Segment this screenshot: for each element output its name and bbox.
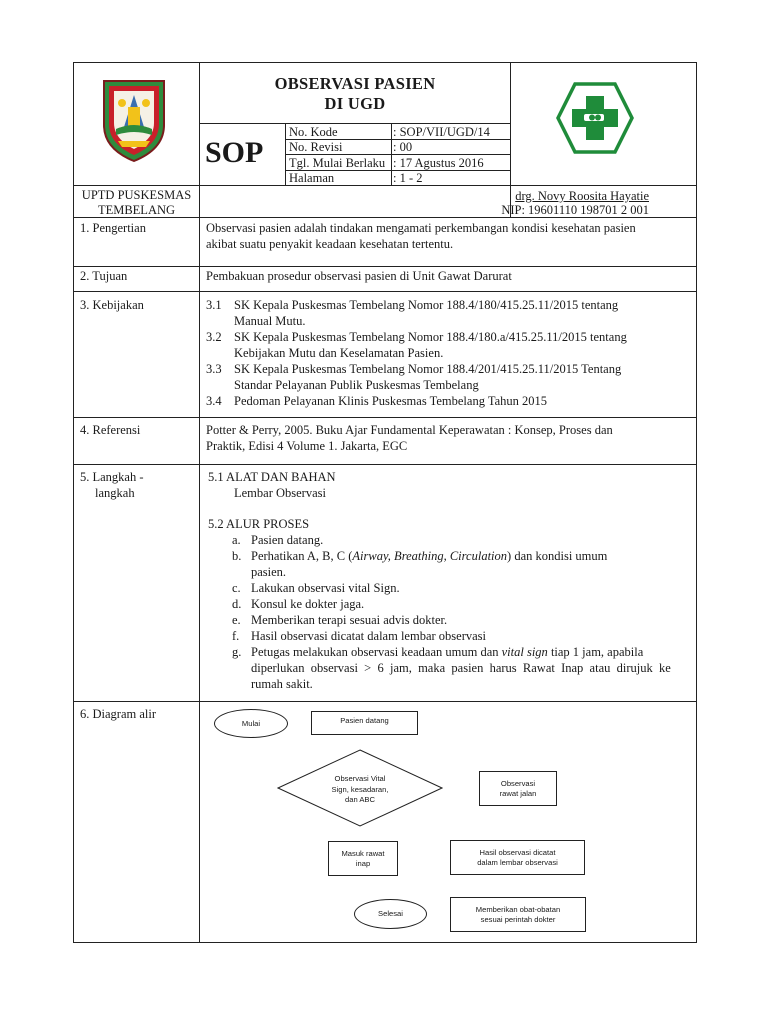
flow-decision-line: Observasi Vital bbox=[334, 774, 386, 783]
pengertian-text-line-2: akibat suatu penyakit keadaan kesehatan tertentu. bbox=[206, 237, 454, 251]
step-text bbox=[251, 548, 689, 564]
flow-end-oval bbox=[354, 899, 427, 929]
table-border-top bbox=[73, 62, 697, 63]
tujuan-text: Pembakuan prosedur observasi pasien di Unit Gawat Darurat bbox=[206, 269, 512, 283]
kebijakan-item-line-1: SK Kepala Puskesmas Tembelang Nomor 188.4/180/415.25.11/2015 tentang bbox=[234, 298, 619, 312]
section-label-kebijakan: 3. Kebijakan bbox=[80, 298, 144, 312]
step-text-part: Perhatikan A, B, C ( bbox=[251, 549, 353, 563]
section-label-diagram: 6. Diagram alir bbox=[80, 707, 157, 721]
header-divider-left bbox=[199, 62, 200, 943]
flow-memberikan-obat-line: sesuai perintah dokter bbox=[480, 914, 556, 924]
flow-decision-text bbox=[300, 774, 420, 806]
section-label-langkah-line-1: 5. Langkah - bbox=[80, 470, 144, 484]
pengertian-text-line-1: Observasi pasien adalah tindakan mengamati perkembangan kondisi kesehatan pasien bbox=[206, 221, 636, 235]
flow-memberikan-obat-box bbox=[450, 897, 586, 932]
alat-bahan-item: Lembar Observasi bbox=[234, 486, 326, 500]
kebijakan-item-line-2: Manual Mutu. bbox=[234, 314, 306, 328]
step-text: Konsul ke dokter jaga. bbox=[251, 597, 365, 611]
alur-proses-heading: 5.2 ALUR PROSES bbox=[208, 517, 310, 531]
step-letter: e. bbox=[232, 613, 241, 627]
meta-label-kode: No. Kode bbox=[289, 125, 338, 139]
meta-value-halaman: : 1 - 2 bbox=[393, 171, 423, 185]
org-name-line-1: UPTD PUSKESMAS bbox=[81, 188, 192, 202]
row-sep-tujuan bbox=[73, 291, 697, 292]
sop-label: SOP bbox=[205, 136, 264, 169]
step-text: Memberikan terapi sesuai advis dokter. bbox=[251, 613, 448, 627]
row-sep-referensi bbox=[73, 464, 697, 465]
flow-rawat-inap-line: inap bbox=[355, 858, 371, 868]
step-letter: f. bbox=[232, 629, 240, 643]
flow-memberikan-obat-line: Memberikan obat-obatan bbox=[475, 904, 561, 914]
step-letter: d. bbox=[232, 597, 242, 611]
flow-rawat-jalan-box bbox=[479, 771, 557, 806]
kebijakan-item-num: 3.1 bbox=[206, 298, 222, 312]
referensi-text-line-1: Potter & Perry, 2005. Buku Ajar Fundamental Keperawatan : Konsep, Proses dan bbox=[206, 423, 613, 437]
step-letter: a. bbox=[232, 533, 241, 547]
flow-rawat-inap-line: Masuk rawat bbox=[341, 848, 385, 858]
flow-pasien-datang-label: Pasien datang bbox=[340, 716, 389, 725]
step-text-continuation: rumah sakit. bbox=[251, 677, 313, 691]
step-text: Lakukan observasi vital Sign. bbox=[251, 581, 400, 595]
document-title-line-1: OBSERVASI PASIEN bbox=[274, 74, 436, 93]
flow-rawat-jalan-line: Observasi bbox=[500, 778, 536, 788]
section-label-referensi: 4. Referensi bbox=[80, 423, 141, 437]
flow-hasil-observasi-line: dalam lembar observasi bbox=[477, 857, 558, 867]
meta-value-revisi: : 00 bbox=[393, 140, 413, 154]
step-text-italic: Airway, Breathing, Circulation bbox=[352, 549, 508, 563]
row-sep-kebijakan bbox=[73, 417, 697, 418]
meta-value-tgl: : 17 Agustus 2016 bbox=[393, 156, 484, 170]
puskesmas-cross-icon bbox=[556, 82, 634, 154]
meta-label-revisi: No. Revisi bbox=[289, 140, 343, 154]
kebijakan-item-num: 3.3 bbox=[206, 362, 222, 376]
meta-value-kode: : SOP/VII/UGD/14 bbox=[393, 125, 490, 139]
flow-decision-line: Sign, kesadaran, bbox=[331, 784, 389, 794]
kebijakan-item-num: 3.4 bbox=[206, 394, 222, 408]
step-text-part: tiap 1 jam, apabila bbox=[547, 645, 644, 659]
flow-decision-line: dan ABC bbox=[345, 795, 375, 804]
flow-rawat-inap-box bbox=[328, 841, 398, 876]
step-text-italic: vital sign bbox=[501, 645, 548, 659]
flow-start-label: Mulai bbox=[241, 718, 261, 728]
step-text-continuation: pasien. bbox=[251, 565, 287, 579]
section-label-pengertian: 1. Pengertian bbox=[80, 221, 146, 235]
kebijakan-item-line-2: Standar Pelayanan Publik Puskesmas Tembelang bbox=[234, 378, 479, 392]
step-text: Pasien datang. bbox=[251, 533, 324, 547]
step-text bbox=[251, 644, 643, 660]
kebijakan-item-line-2: Kebijakan Mutu dan Keselamatan Pasien. bbox=[234, 346, 444, 360]
flow-start-oval bbox=[214, 709, 288, 738]
step-text-part: Petugas melakukan observasi keadaan umum dan bbox=[251, 645, 502, 659]
referensi-text-line-2: Praktik, Edisi 4 Volume 1. Jakarta, EGC bbox=[206, 439, 408, 453]
step-text-continuation: diperlukan observasi > 6 jam, maka pasien harus Rawat Inap atau dirujuk ke bbox=[251, 661, 671, 675]
table-border-right bbox=[696, 62, 697, 943]
document-title-line-2: DI UGD bbox=[324, 94, 386, 113]
kebijakan-item-line-1: Pedoman Pelayanan Klinis Puskesmas Tembelang Tahun 2015 bbox=[234, 394, 548, 408]
flow-hasil-observasi-box bbox=[450, 840, 585, 875]
row-sep-pengertian bbox=[73, 266, 697, 267]
regional-emblem-icon bbox=[100, 77, 168, 163]
alat-bahan-heading: 5.1 ALAT DAN BAHAN bbox=[208, 470, 336, 484]
flow-hasil-observasi-line: Hasil observasi dicatat bbox=[479, 847, 556, 857]
flow-end-label: Selesai bbox=[378, 909, 403, 918]
section-label-langkah-line-2: langkah bbox=[95, 486, 135, 500]
meta-label-halaman: Halaman bbox=[289, 171, 335, 185]
section-label-tujuan: 2. Tujuan bbox=[80, 269, 128, 283]
signer-nip: NIP: 19601110 198701 2 001 bbox=[501, 203, 649, 217]
meta-label-tgl: Tgl. Mulai Berlaku bbox=[289, 156, 386, 170]
kebijakan-item-line-1: SK Kepala Puskesmas Tembelang Nomor 188.4/201/415.25.11/2015 Tentang bbox=[234, 362, 622, 376]
signer-name: drg. Novy Roosita Hayatie bbox=[515, 189, 649, 203]
row-sep-langkah bbox=[73, 701, 697, 702]
org-name-line-2: TEMBELANG bbox=[97, 203, 176, 217]
step-text-part: ) dan kondisi umum bbox=[507, 549, 608, 563]
step-letter: c. bbox=[232, 581, 241, 595]
kebijakan-item-line-1: SK Kepala Puskesmas Tembelang Nomor 188.4/180.a/415.25.11/2015 tentang bbox=[234, 330, 627, 344]
kebijakan-item-num: 3.2 bbox=[206, 330, 222, 344]
step-letter: b. bbox=[232, 549, 242, 563]
flow-pasien-datang-box bbox=[311, 711, 418, 735]
step-letter: g. bbox=[232, 645, 242, 659]
table-border-bottom bbox=[73, 942, 697, 943]
header-bottom-line bbox=[73, 185, 697, 186]
step-text: Hasil observasi dicatat dalam lembar observasi bbox=[251, 629, 486, 643]
flow-rawat-jalan-line: rawat jalan bbox=[499, 788, 537, 798]
